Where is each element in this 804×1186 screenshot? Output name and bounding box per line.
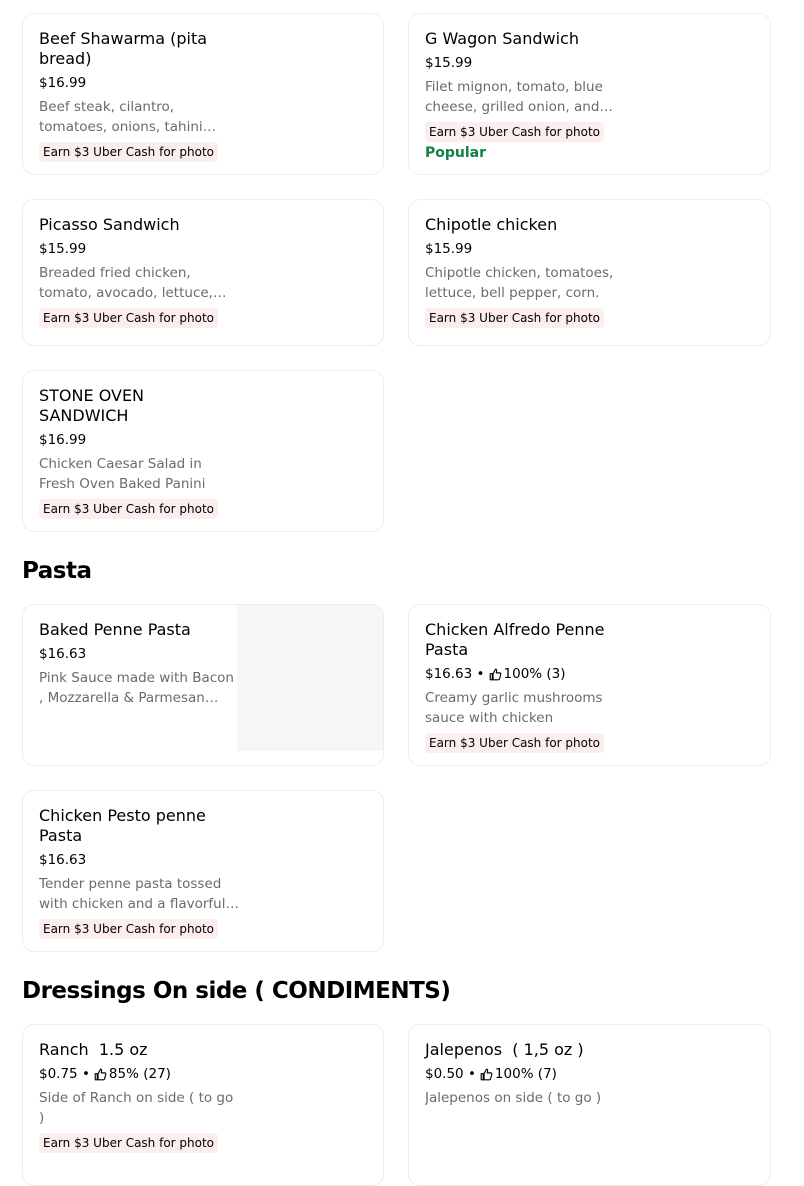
item-description: Side of Ranch on side ( to go ) (39, 1090, 234, 1126)
item-price: $15.99 (425, 55, 473, 71)
item-name: G Wagon Sandwich (425, 29, 579, 48)
item-description: Creamy garlic mushrooms sauce with chicken (425, 690, 603, 726)
item-name: Baked Penne Pasta (39, 620, 191, 639)
item-description: Filet mignon, tomato, blue cheese, grilled onion, and (425, 79, 603, 115)
item-price: $15.99 (425, 241, 473, 257)
menu-item-stone-oven-sandwich[interactable] (22, 370, 384, 532)
menu-item-chicken-pesto-penne-pasta[interactable] (22, 790, 384, 952)
item-description: Beef steak, cilantro, tomatoes, onions, tahini (39, 99, 203, 135)
meta-separator: • (463, 1066, 476, 1082)
item-name: Picasso Sandwich (39, 215, 180, 234)
item-price: $0.75 (39, 1066, 78, 1082)
item-rating: 85% (27) (108, 1066, 171, 1082)
menu-item-ranch[interactable] (22, 1024, 384, 1186)
item-image-placeholder (237, 605, 383, 751)
uber-cash-promo-badge: Earn $3 Uber Cash for photo (425, 308, 604, 328)
item-description: Pink Sauce made with Bacon , Mozzarella & Parmesan (39, 670, 234, 706)
item-price: $15.99 (39, 241, 87, 257)
popular-badge: Popular (425, 145, 487, 161)
thumbs-up-icon (480, 1068, 493, 1081)
uber-cash-promo-badge: Earn $3 Uber Cash for photo (39, 308, 218, 328)
item-name: Chipotle chicken (425, 215, 558, 234)
item-name: Chicken Alfredo Penne Pasta (425, 620, 605, 659)
item-name: Beef Shawarma (pita bread) (39, 29, 208, 68)
item-price: $16.63 (425, 666, 473, 682)
uber-cash-promo-badge: Earn $3 Uber Cash for photo (425, 733, 604, 753)
uber-cash-promo-badge: Earn $3 Uber Cash for photo (39, 142, 218, 162)
menu-item-baked-penne-pasta[interactable] (22, 604, 384, 766)
item-name: Chicken Pesto penne Pasta (39, 806, 206, 845)
thumbs-up-icon (94, 1068, 107, 1081)
menu-item-chicken-alfredo-penne-pasta[interactable] (408, 604, 771, 766)
item-price: $16.63 (39, 646, 87, 662)
menu-item-beef-shawarma[interactable] (22, 13, 384, 175)
meta-separator: • (77, 1066, 90, 1082)
item-rating: 100% (7) (494, 1066, 557, 1082)
item-name: Ranch 1.5 oz (39, 1040, 148, 1059)
section-title-pasta: Pasta (22, 558, 92, 584)
uber-cash-promo-badge: Earn $3 Uber Cash for photo (39, 1133, 218, 1153)
menu-item-chipotle-chicken[interactable] (408, 199, 771, 346)
uber-cash-promo-badge: Earn $3 Uber Cash for photo (425, 122, 604, 142)
uber-cash-promo-badge: Earn $3 Uber Cash for photo (39, 499, 218, 519)
item-price: $0.50 (425, 1066, 464, 1082)
thumbs-up-icon (489, 668, 502, 681)
item-name: STONE OVEN SANDWICH (39, 386, 145, 425)
section-title-dressings: Dressings On side ( CONDIMENTS) (22, 978, 451, 1004)
menu-item-jalepenos[interactable] (408, 1024, 771, 1186)
item-price: $16.99 (39, 75, 87, 91)
menu-item-picasso-sandwich[interactable] (22, 199, 384, 346)
item-description: Chipotle chicken, tomatoes, lettuce, bell pepper, corn. (425, 265, 614, 301)
item-description: Jalepenos on side ( to go ) (425, 1090, 602, 1106)
menu-item-g-wagon-sandwich[interactable] (408, 13, 771, 175)
meta-separator: • (472, 666, 485, 682)
item-rating: 100% (3) (503, 666, 566, 682)
item-price: $16.99 (39, 432, 87, 448)
item-name: Jalepenos ( 1,5 oz ) (425, 1040, 584, 1059)
item-description: Chicken Caesar Salad in Fresh Oven Baked Panini (39, 456, 206, 492)
item-description: Tender penne pasta tossed with chicken and a flavorful (39, 876, 226, 912)
item-price: $16.63 (39, 852, 87, 868)
item-description: Breaded fried chicken, tomato, avocado, lettuce, (39, 265, 213, 301)
uber-cash-promo-badge: Earn $3 Uber Cash for photo (39, 919, 218, 939)
